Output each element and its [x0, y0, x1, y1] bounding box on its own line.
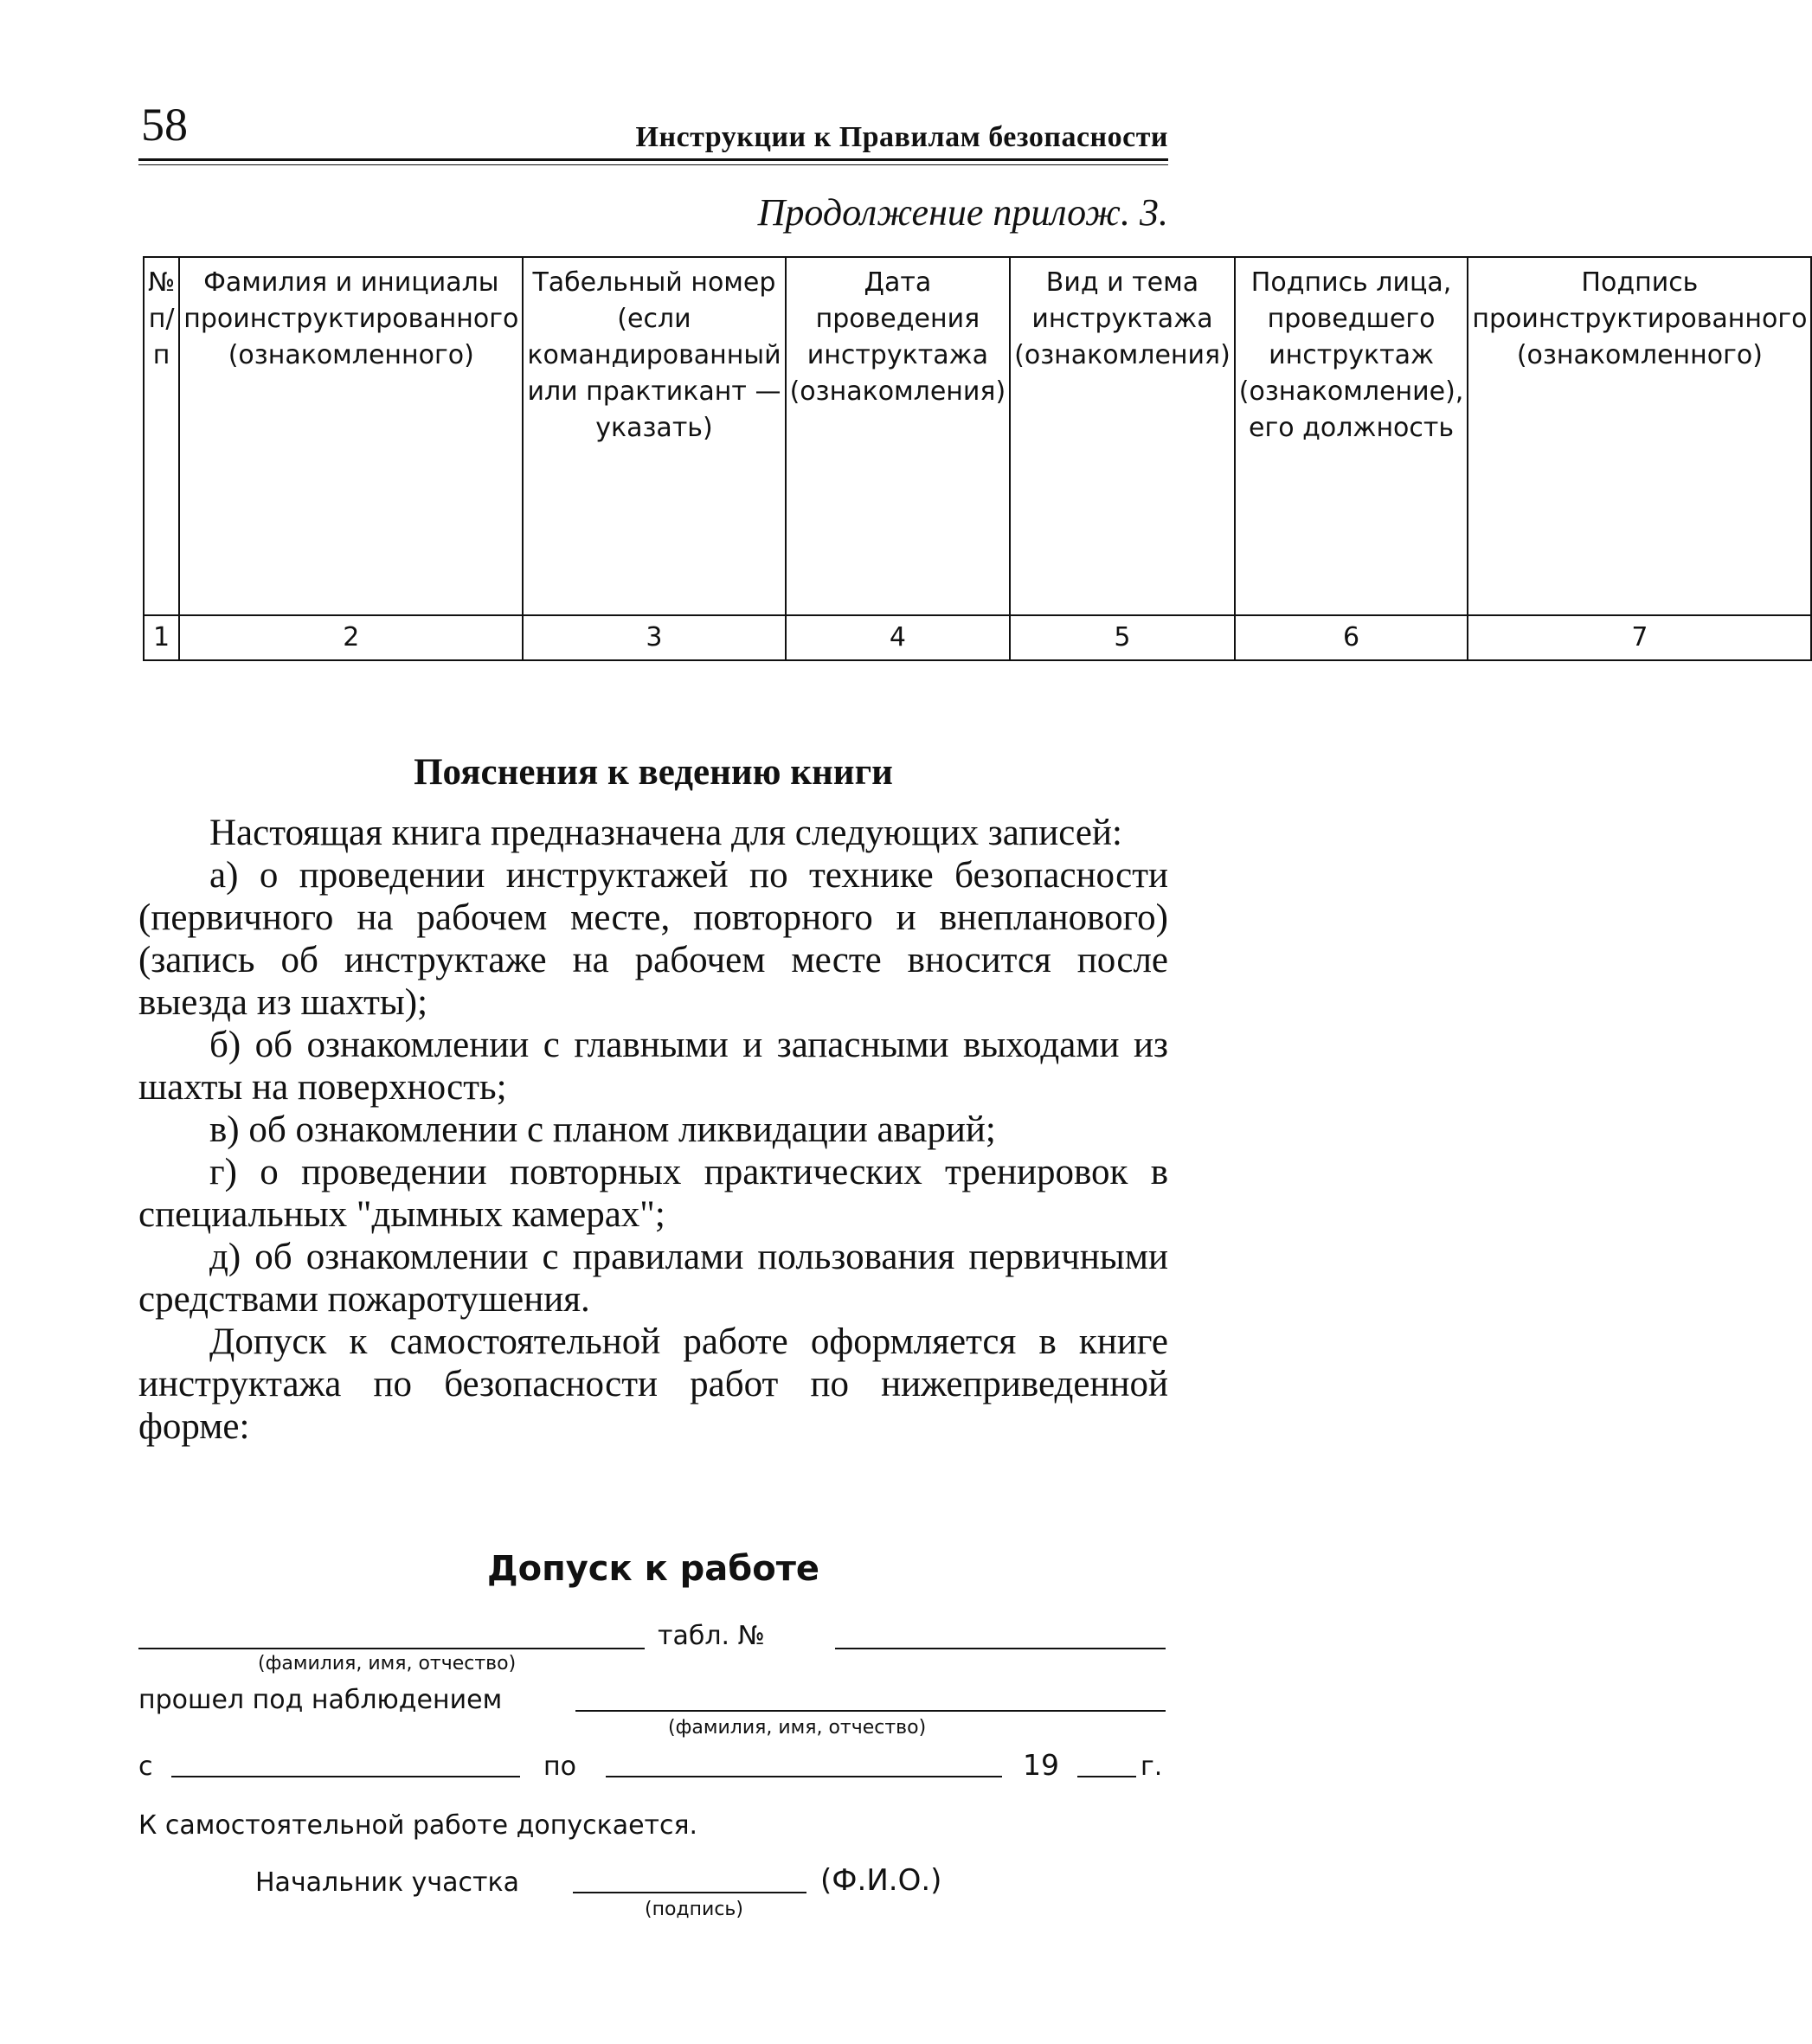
paragraph: а) о проведении инструктажей по технике безопасности (первичного на рабочем месте, повторного и внепланового) (запись об инструктаже на рабочем месте вносится после выезда из шахты);	[138, 855, 1168, 1023]
column-number: 5	[1010, 615, 1235, 660]
header-rule-thin	[138, 164, 1168, 165]
column-number: 4	[786, 615, 1011, 660]
signature-caption: (подпись)	[645, 1899, 743, 1920]
column-header: Фамилия и инициалы проинструктированного (ознакомленного)	[179, 257, 523, 615]
admitted-text: К самостоятельной работе допускается.	[138, 1810, 698, 1841]
column-header: № п/п	[144, 257, 179, 615]
from-label: с	[138, 1752, 153, 1782]
paragraph: Допуск к самостоятельной работе оформляется в книге инструктажа по безопасности работ по нижеприведенной форме:	[138, 1321, 1168, 1447]
running-title: Инструкции к Правилам безопасности	[635, 121, 1168, 153]
column-header: Дата проведения инструктажа (ознакомления)	[786, 257, 1011, 615]
column-header: Вид и тема инструктажа (ознакомления)	[1010, 257, 1235, 615]
column-number: 1	[144, 615, 179, 660]
column-header: Подпись проинструктированного (ознакомленного)	[1468, 257, 1811, 615]
supervised-label: прошел под наблюдением	[138, 1685, 503, 1715]
column-number: 3	[523, 615, 785, 660]
paragraph: г) о проведении повторных практических тренировок в специальных "дымных камерах";	[138, 1152, 1168, 1235]
body-text	[138, 812, 1168, 1448]
to-label: по	[543, 1752, 576, 1782]
fio-short: (Ф.И.О.)	[820, 1863, 942, 1898]
paragraph: в) об ознакомлении с планом ликвидации аварий;	[209, 1109, 996, 1150]
year-prefix: 19	[1023, 1748, 1059, 1782]
year-line	[1077, 1776, 1136, 1777]
table-header-row	[144, 257, 1811, 615]
section-title: Пояснения к ведению книги	[414, 752, 893, 793]
fio-caption: (фамилия, имя, отчество)	[258, 1653, 517, 1674]
paragraph: Настоящая книга предназначена для следующих записей:	[209, 813, 1122, 853]
signature-line	[573, 1892, 806, 1893]
column-number: 7	[1468, 615, 1811, 660]
supervisor-caption: (фамилия, имя, отчество)	[668, 1717, 927, 1739]
paragraph: д) об ознакомлении с правилами пользования первичными средствами пожаротушения.	[138, 1237, 1168, 1320]
tab-label: табл. №	[658, 1621, 765, 1651]
column-number: 6	[1235, 615, 1468, 660]
chief-label: Начальник участка	[255, 1867, 520, 1898]
header-rule	[138, 158, 1168, 161]
tab-number-line	[835, 1648, 1166, 1649]
to-date-line	[606, 1776, 1002, 1777]
column-header: Табельный номер (если командированный или практикант — указать)	[523, 257, 785, 615]
table-row	[144, 615, 1811, 660]
from-date-line	[171, 1776, 520, 1777]
column-header: Подпись лица, проведшего инструктаж (ознакомление), его должность	[1235, 257, 1468, 615]
fio-line	[138, 1648, 645, 1649]
supervisor-line	[575, 1710, 1166, 1712]
year-suffix: г.	[1141, 1752, 1163, 1782]
column-number: 2	[179, 615, 523, 660]
form-title: Допуск к работе	[486, 1549, 820, 1589]
paragraph: б) об ознакомлении с главными и запасными выходами из шахты на поверхность;	[138, 1025, 1168, 1108]
page-number: 58	[141, 99, 188, 151]
register-table	[143, 256, 1812, 661]
continuation-note: Продолжение прилож. 3.	[757, 191, 1168, 234]
